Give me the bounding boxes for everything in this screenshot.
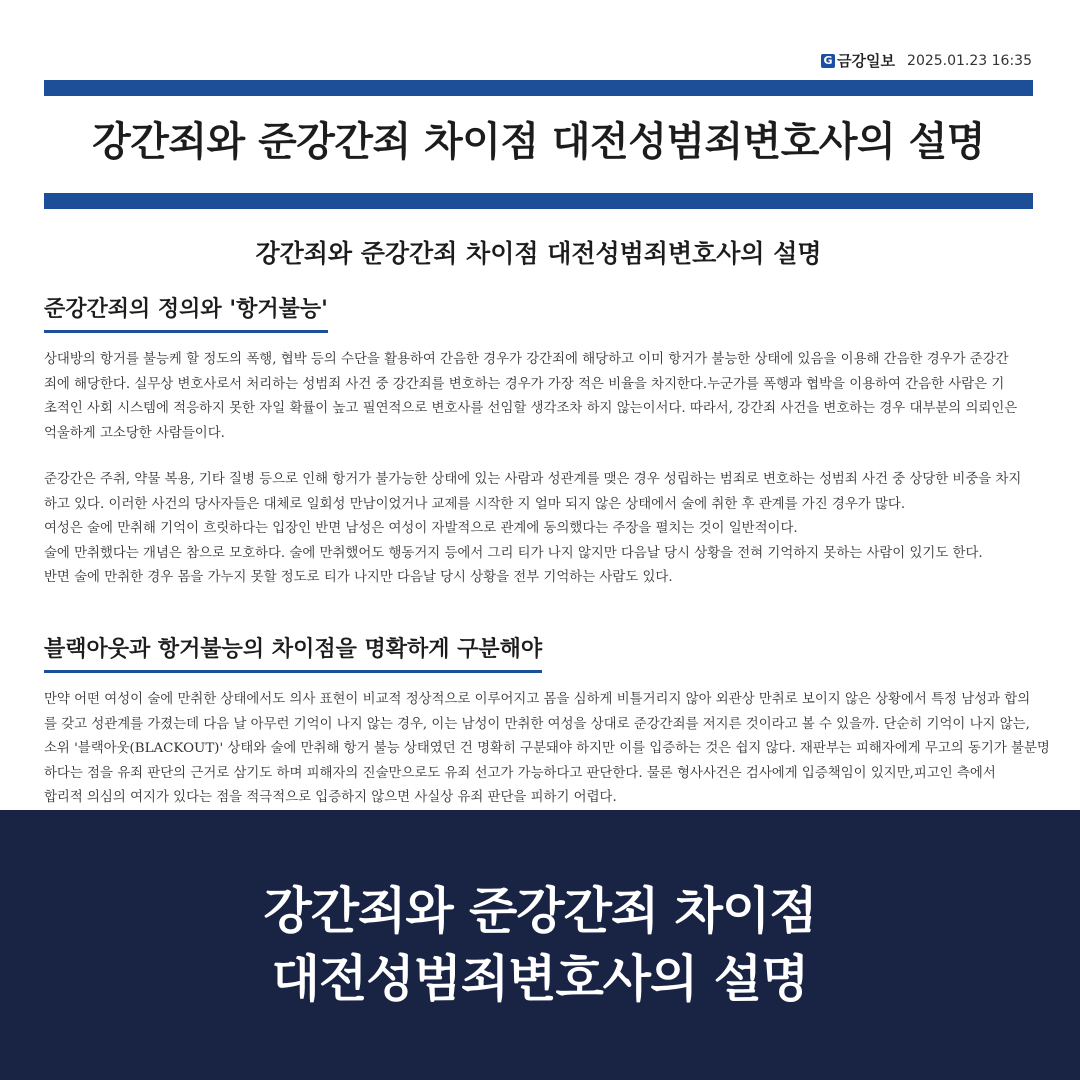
paragraph-line: 상대방의 항거를 불능케 할 정도의 폭행, 협박 등의 수단을 활용하여 간음한 경우가 강간죄에 해당하고 이미 항거가 불능한 상태에 있음을 이용해 간음한 경우가 준강간 <box>44 352 1009 367</box>
paragraph-line: 초적인 사회 시스템에 적응하지 못한 자일 확률이 높고 필연적으로 변호사를 선임할 생각조차 하지 않는이서다. 따라서, 강간죄 사건을 변호하는 경우 대부분의 의뢰인은 <box>44 401 1018 416</box>
paragraph-line: 준강간은 주취, 약물 복용, 기타 질병 등으로 인해 항거가 불가능한 상태에 있는 사람과 성관계를 맺은 경우 성립하는 범죄로 변호하는 성범죄 사건 중 상당한 비중을 차지 <box>44 472 1022 487</box>
caption-overlay <box>0 810 1080 1080</box>
overlay-caption-line-2: 대전성범죄변호사의 설명 <box>271 950 809 1008</box>
paragraph-line: 억울하게 고소당한 사람들이다. <box>44 425 225 441</box>
paragraph-line: 를 갖고 성관계를 가졌는데 다음 날 아무런 기억이 나지 않는 경우, 이는 남성이 만취한 여성을 상대로 준강간죄를 저지른 것이라고 볼 수 있을까. 단순히 기억이 나지 않는, <box>44 716 1030 732</box>
paragraph-line: 술에 만취했다는 개념은 참으로 모호하다. 술에 만취했어도 행동거지 등에서 그리 티가 나지 않지만 다음날 당시 상황을 전혀 기억하지 못하는 사람이 있기도 한다. <box>44 545 983 561</box>
article-subtitle: 강간죄와 준강간죄 차이점 대전성범죄변호사의 설명 <box>255 239 822 268</box>
paragraph-line: 만약 어떤 여성이 술에 만취한 상태에서도 의사 표현이 비교적 정상적으로 이루어지고 몸을 심하게 비틀거리지 않아 외관상 만취로 보이지 않은 상황에서 특정 남성과 합의 <box>44 692 1031 707</box>
title-top-rule <box>44 80 1033 96</box>
overlay-caption-line-1: 강간죄와 준강간죄 차이점 <box>263 882 817 940</box>
paragraph <box>44 468 1034 591</box>
paragraph-line: 반면 술에 만취한 경우 몸을 가누지 못할 정도로 티가 나지만 다음날 당시 상황을 전부 기억하는 사람도 있다. <box>44 570 673 585</box>
article-title: 강간죄와 준강간죄 차이점 대전성범죄변호사의 설명 <box>92 118 985 165</box>
publisher-logo[interactable] <box>821 50 895 71</box>
logo-text: 금강일보 <box>837 52 896 70</box>
section-definition <box>44 292 1034 591</box>
paragraph <box>44 348 1034 446</box>
logo-mark-icon: G <box>821 54 835 68</box>
paragraph-line: 여성은 술에 만취해 기억이 흐릿하다는 입장인 반면 남성은 여성이 자발적으로 관계에 동의했다는 주장을 펼치는 것이 일반적이다. <box>44 521 798 536</box>
paragraph-line: 소위 '블랙아웃(BLACKOUT)' 상태와 술에 만취해 항거 불능 상태였던 건 명확히 구분돼야 하지만 이를 입증하는 것은 쉽지 않다. 재판부는 피해자에게 무고의 동기가 불분명 <box>44 741 1050 756</box>
paragraph-line: 하고 있다. 이러한 사건의 당사자들은 대체로 일회성 만남이었거나 교제를 시작한 지 얼마 되지 않은 상태에서 술에 취한 후 관계를 가진 경우가 많다. <box>44 496 906 512</box>
publish-date: 2025.01.23 16:35 <box>907 52 1032 69</box>
paragraph <box>44 688 1050 811</box>
section-blackout <box>44 632 1050 811</box>
paragraph-line: 하다는 점을 유죄 판단의 근거로 삼기도 하며 피해자의 진술만으로도 유죄 선고가 가능하다고 판단한다. 물론 형사사건은 검사에게 입증책임이 있지만,피고인 측에서 <box>44 765 996 781</box>
paragraph-line: 합리적 의심의 여지가 있다는 점을 적극적으로 입증하지 않으면 사실상 유죄 판단을 피하기 어렵다. <box>44 790 617 805</box>
section-heading: 블랙아웃과 항거불능의 차이점을 명확하게 구분해야 <box>44 632 542 673</box>
title-bottom-rule <box>44 193 1033 209</box>
paragraph-line: 죄에 해당한다. 실무상 변호사로서 처리하는 성범죄 사건 중 강간죄를 변호하는 경우가 가장 적은 비율을 차지한다.누군가를 폭행과 협박을 이용하여 간음한 사람은 기 <box>44 376 1005 392</box>
section-heading: 준강간죄의 정의와 '항거불능' <box>44 292 328 333</box>
article-header <box>821 50 1032 71</box>
